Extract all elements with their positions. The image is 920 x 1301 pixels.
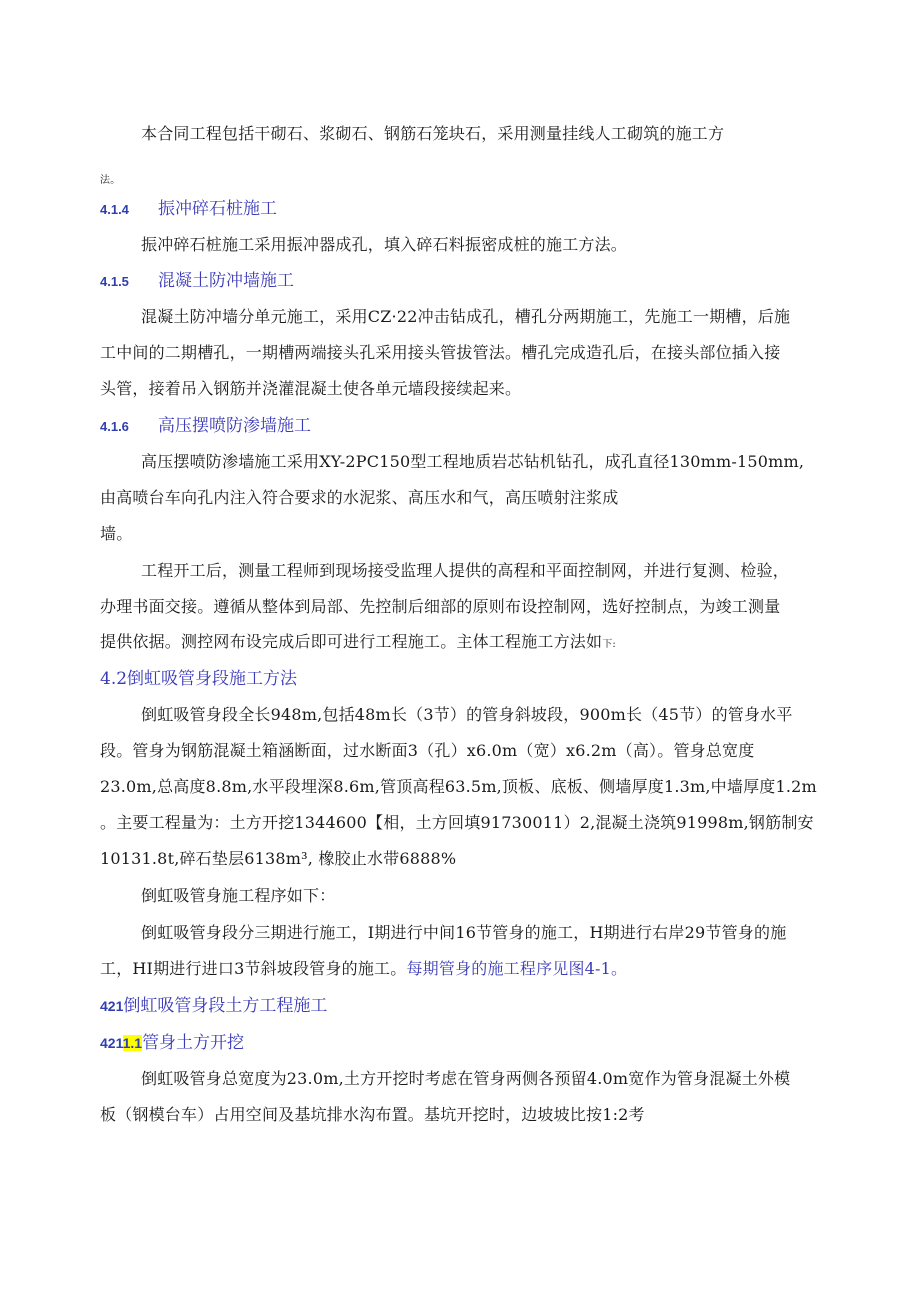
section-heading-4-1-6 bbox=[100, 414, 311, 439]
paragraph-line bbox=[100, 631, 822, 656]
section-heading-4-2 bbox=[100, 667, 297, 691]
figure-reference: 每期管身的施工程序见图4-1。 bbox=[406, 959, 628, 978]
paragraph-text: 下: bbox=[602, 639, 616, 650]
section-number: 4.1.6 bbox=[100, 419, 129, 434]
section-title: 倒虹吸管身段土方工程施工 bbox=[123, 996, 328, 1016]
section-title: 管身土方开挖 bbox=[142, 1033, 245, 1053]
section-title: 4.2倒虹吸管身段施工方法 bbox=[100, 669, 298, 689]
paragraph-line bbox=[100, 958, 822, 980]
section-heading-4-2-1-1 bbox=[100, 1031, 244, 1055]
paragraph-line: 板（钢模台车）占用空间及基坑排水沟布置。基坑开挖时，边坡坡比按1:2考 bbox=[100, 1105, 645, 1124]
paragraph-line: 10131.8t,碎石垫层6138m³, 橡胶止水带6888% bbox=[100, 849, 457, 868]
paragraph-line: 倒虹吸管身段分三期进行施工，I期进行中间16节管身的施工，H期进行右岸29节管身的施 bbox=[141, 923, 787, 942]
paragraph-line: 本合同工程包括干砌石、浆砌石、钢筋石笼块石，采用测量挂线人工砌筑的施工方 bbox=[141, 124, 725, 143]
paragraph-line: 办理书面交接。遵循从整体到局部、先控制后细部的原则布设控制网，选好控制点，为竣工测量 bbox=[100, 597, 781, 616]
paragraph-line: 头管，接着吊入钢筋并浇灌混凝土使各单元墙段接续起来。 bbox=[100, 379, 522, 398]
highlighted-section-number: 1.1 bbox=[122, 1035, 143, 1051]
section-number: 421 bbox=[100, 998, 124, 1014]
paragraph-line: 倒虹吸管身段全长948m,包括48m长（3节）的管身斜坡段，900m长（45节）的管身水平 bbox=[141, 705, 793, 724]
paragraph-line: 倒虹吸管身施工程序如下： bbox=[141, 886, 336, 905]
section-number: 4.1.4 bbox=[100, 202, 129, 217]
section-number: 4.1.5 bbox=[100, 274, 129, 289]
section-heading-4-1-4 bbox=[100, 197, 277, 222]
paragraph-line: 。主要工程量为：土方开挖1344600【相，土方回填91730011）2,混凝土浇筑91998m,钢筋制安 bbox=[100, 813, 814, 832]
section-heading-4-2-1 bbox=[100, 994, 327, 1018]
section-title: 高压摆喷防渗墙施工 bbox=[158, 416, 311, 436]
section-title: 振冲碎石桩施工 bbox=[158, 199, 277, 219]
section-title: 混凝土防冲墙施工 bbox=[158, 271, 294, 291]
paragraph-line: 段。管身为钢筋混凝土箱涵断面，过水断面3（孔）x6.0m（宽）x6.2m（高）。管身总宽度 bbox=[100, 741, 755, 760]
paragraph-text: 工，HI期进行进口3节斜坡段管身的施工。 bbox=[100, 959, 407, 978]
paragraph-line: 法。 bbox=[100, 175, 121, 186]
paragraph-line: 墙。 bbox=[100, 524, 133, 543]
section-number: 421 bbox=[100, 1035, 123, 1051]
paragraph-line: 混凝土防冲墙分单元施工，采用CZ·22冲击钻成孔，槽孔分两期施工，先施工一期槽，后施 bbox=[141, 307, 791, 326]
paragraph-text: 提供依据。测控网布设完成后即可进行工程施工。主体工程施工方法如 bbox=[100, 632, 603, 651]
section-heading-4-1-5 bbox=[100, 269, 294, 294]
paragraph-line: 工中间的二期槽孔，一期槽两端接头孔采用接头管拔管法。槽孔完成造孔后，在接头部位插入接 bbox=[100, 343, 781, 362]
paragraph-line: 高压摆喷防渗墙施工采用XY-2PC150型工程地质岩芯钻机钻孔，成孔直径130mm-150mm, bbox=[141, 452, 805, 471]
paragraph-line: 23.0m,总高度8.8m,水平段埋深8.6m,管顶高程63.5m,顶板、底板、侧墙厚度1.3m,中墙厚度1.2m bbox=[100, 777, 817, 796]
paragraph-line: 由高喷台车向孔内注入符合要求的水泥浆、高压水和气，高压喷射注浆成 bbox=[100, 488, 619, 507]
paragraph-line: 振冲碎石桩施工采用振冲器成孔，填入碎石料振密成桩的施工方法。 bbox=[141, 235, 628, 254]
paragraph-line: 倒虹吸管身总宽度为23.0m,土方开挖时考虑在管身两侧各预留4.0m宽作为管身混凝土外模 bbox=[141, 1069, 791, 1088]
paragraph-line: 工程开工后，测量工程师到现场接受监理人提供的高程和平面控制网，并进行复测、检验， bbox=[141, 561, 790, 580]
